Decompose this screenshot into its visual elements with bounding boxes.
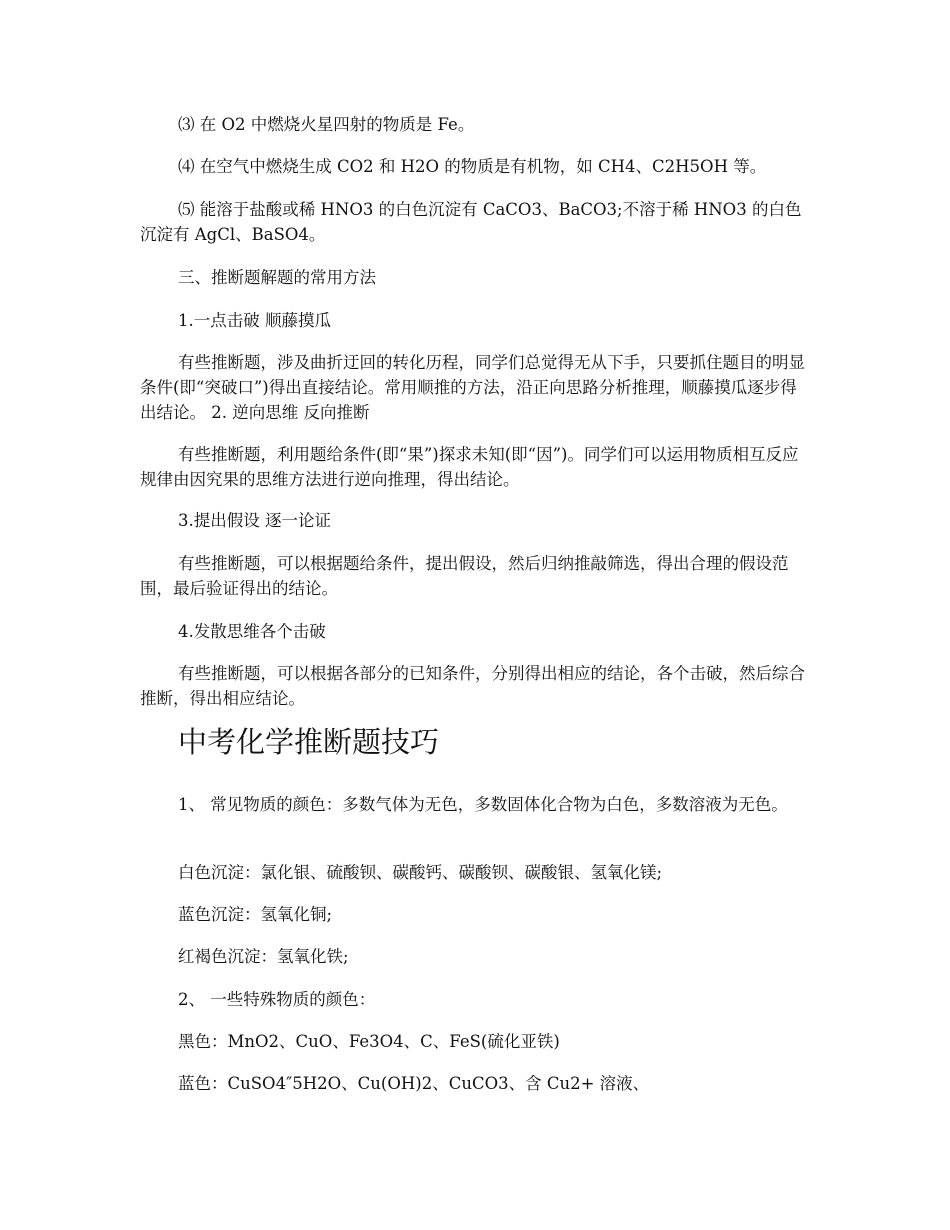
method-4-body: 有些推断题，可以根据各部分的已知条件，分别得出相应的结论，各个击破，然后综合推断，得出相应结论。 xyxy=(140,664,805,708)
white-precipitate-list: 白色沉淀：氯化银、硫酸钡、碳酸钙、碳酸钡、碳酸银、氢氧化镁; xyxy=(178,863,663,882)
section-title: 中考化学推断题技巧 xyxy=(178,725,440,759)
blue-precipitate: 蓝色沉淀：氢氧化铜; xyxy=(178,905,333,924)
section-heading-methods: 三、推断题解题的常用方法 xyxy=(178,268,376,287)
paragraph-white-precipitates: ⑸ 能溶于盐酸或稀 HNO3 的白色沉淀有 CaCO3、BaCO3;不溶于稀 HNO3 的白色沉淀有 AgCl、BaSO4。 xyxy=(140,200,802,244)
method-1-body: 有些推断题，涉及曲折迂回的转化历程，同学们总觉得无从下手，只要抓住题目的明显条件(即“突破口”)得出直接结论。常用顺推的方法，沿正向思路分析推理，顺藤摸瓜逐步得出结论。 2. 逆向思维 反向推断 xyxy=(140,353,805,422)
special-colors-heading: 2、 一些特殊物质的颜色： xyxy=(178,990,376,1009)
method-4-title: 4.发散思维各个击破 xyxy=(178,622,326,641)
paragraph-fe-combustion: ⑶ 在 O2 中燃烧火星四射的物质是 Fe。 xyxy=(178,115,475,134)
blue-substances: 蓝色：CuSO4″5H2O、Cu(OH)2、CuCO3、含 Cu2+ 溶液、 xyxy=(178,1074,650,1093)
colors-intro: 1、 常见物质的颜色：多数气体为无色，多数固体化合物为白色，多数溶液为无色。 xyxy=(178,795,788,814)
paragraph-organic-combustion: ⑷ 在空气中燃烧生成 CO2 和 H2O 的物质是有机物，如 CH4、C2H5OH 等。 xyxy=(178,157,767,176)
red-brown-precipitate: 红褐色沉淀：氢氧化铁; xyxy=(178,947,349,966)
method-3-title: 3.提出假设 逐一论证 xyxy=(178,511,331,530)
method-1-title: 1.一点击破 顺藤摸瓜 xyxy=(178,311,331,330)
method-2-body: 有些推断题，利用题给条件(即“果”)探求未知(即“因”)。同学们可以运用物质相互反应规律由因究果的思维方法进行逆向推理，得出结论。 xyxy=(140,445,799,489)
black-substances: 黑色：MnO2、CuO、Fe3O4、C、FeS(硫化亚铁) xyxy=(178,1032,560,1051)
method-3-body: 有些推断题，可以根据题给条件，提出假设，然后归纳推敲筛选，得出合理的假设范围，最后验证得出的结论。 xyxy=(140,554,789,598)
